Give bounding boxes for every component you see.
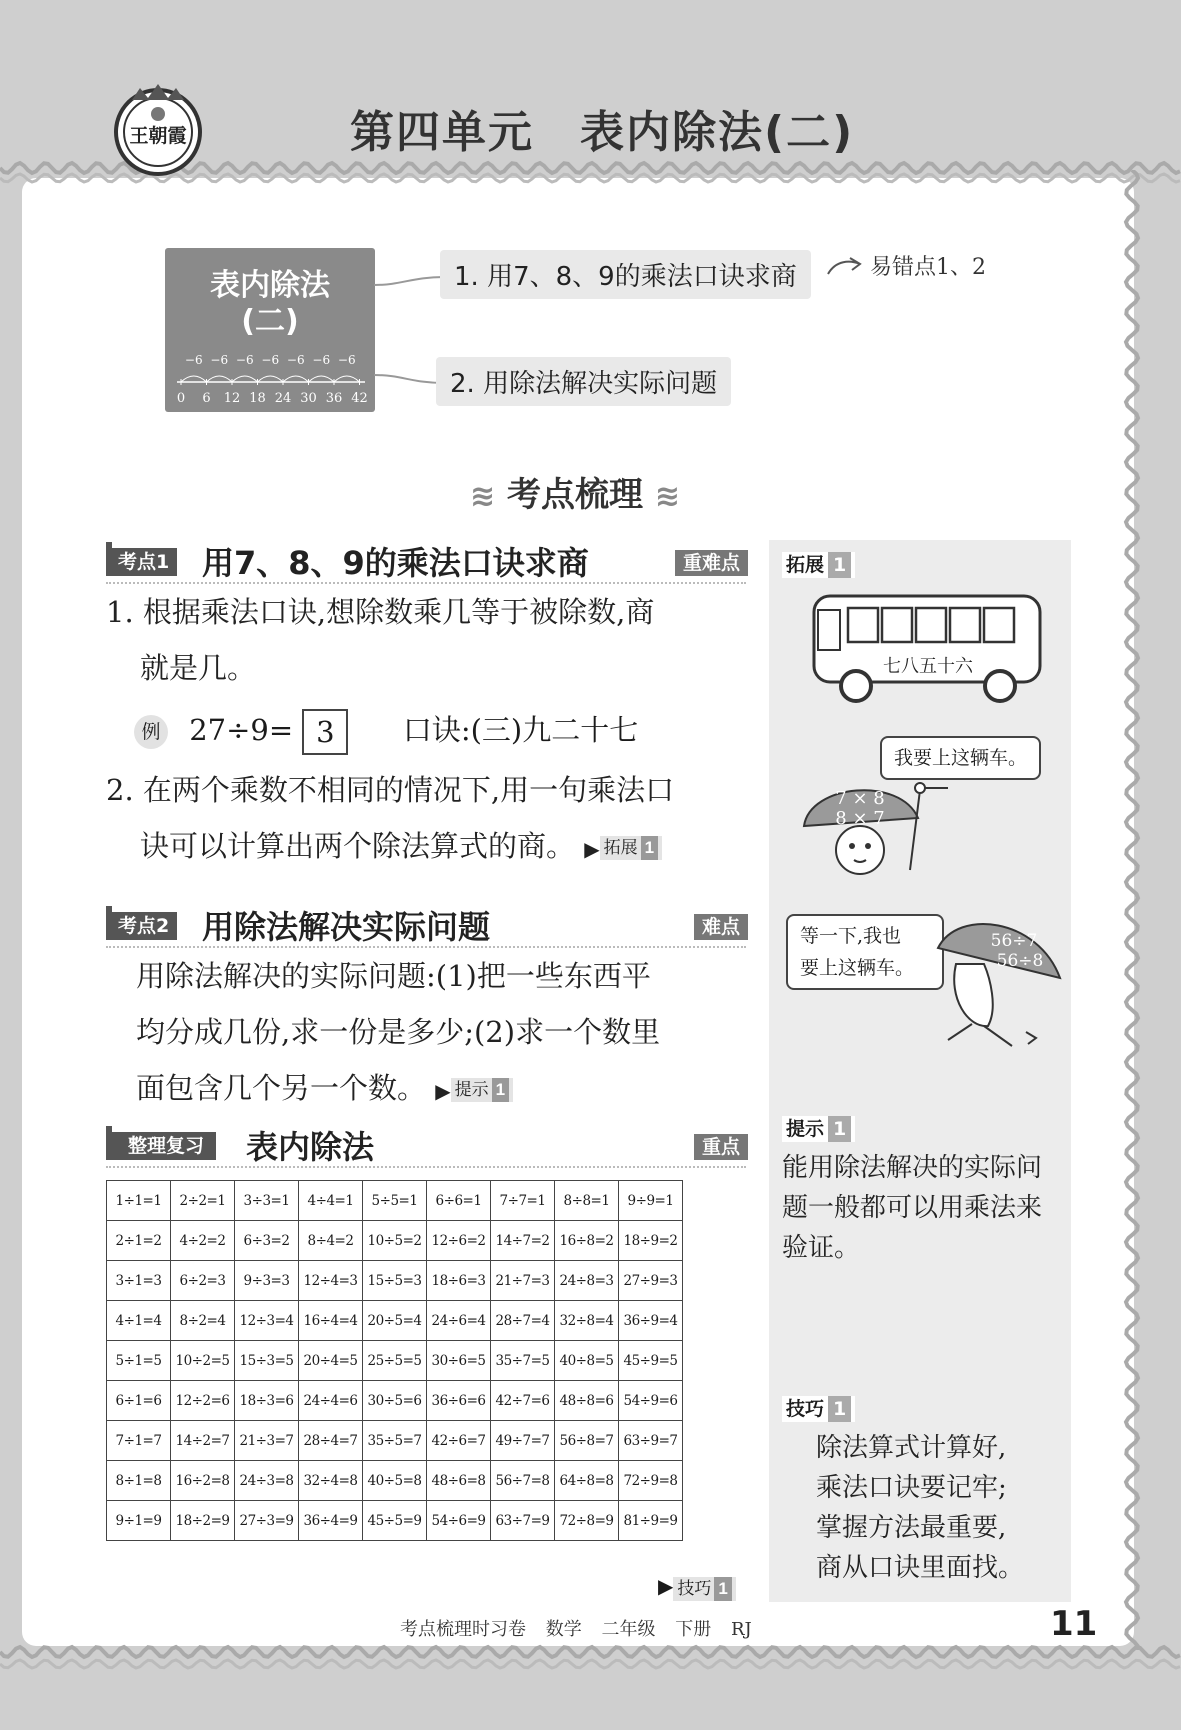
sidebar-hint-text [782, 1148, 1042, 1268]
sidebar-ext-tag [782, 552, 855, 578]
svg-text:七八五十六: 七八五十六 [883, 656, 973, 677]
kd2-line3-wrap [136, 1060, 513, 1119]
division-table-cell: 18÷9=2 [619, 1221, 683, 1261]
hint-line2: 题一般都可以用乘法来 [782, 1193, 1043, 1223]
tip-line2: 乘法口诀要记牢; [816, 1473, 1007, 1503]
division-table-cell: 64÷8=8 [555, 1461, 619, 1501]
svg-text:王朝霞: 王朝霞 [129, 125, 187, 147]
numline-step-label: −6 [337, 353, 356, 367]
sidebar-hint-tag [782, 1116, 855, 1142]
review-ref-link[interactable] [673, 1577, 735, 1601]
kd2-ref-num: 1 [492, 1078, 509, 1102]
division-table-cell: 6÷6=1 [427, 1181, 491, 1221]
sidebar-tip-tag [782, 1396, 855, 1422]
footer-edition: RJ [730, 1619, 752, 1640]
review-badge: 重点 [694, 1134, 748, 1160]
error-point-note: 易错点1、2 [870, 255, 986, 280]
division-table-cell: 14÷2=7 [171, 1421, 235, 1461]
numline-jump-arc [232, 376, 258, 382]
division-table-cell: 10÷5=2 [363, 1221, 427, 1261]
footer-series: 考点梳理时习卷 [400, 1619, 526, 1640]
division-table-cell: 6÷2=3 [171, 1261, 235, 1301]
numline-jump-arc [283, 376, 309, 382]
unit-number: 第四单元 [350, 107, 534, 158]
mindmap-branch-1: 1. 用7、8、9的乘法口诀求商 [440, 250, 811, 299]
numline-step-label: −6 [235, 353, 254, 367]
division-table-row [107, 1221, 683, 1261]
kd1-badge: 重难点 [675, 550, 748, 576]
sidebar-hint-num: 1 [828, 1116, 851, 1142]
example-expression: 27÷9= [189, 713, 294, 747]
division-table-cell: 7÷1=7 [107, 1421, 171, 1461]
kd2-title: 用除法解决实际问题 [202, 908, 491, 946]
division-table-cell: 18÷2=9 [171, 1501, 235, 1541]
division-table-row [107, 1501, 683, 1541]
kd2-line3: 面包含几个另一个数。 [136, 1071, 427, 1105]
kd2-tag: 考点2 [106, 912, 177, 940]
division-table-cell: 25÷5=5 [363, 1341, 427, 1381]
division-table-cell: 48÷8=6 [555, 1381, 619, 1421]
review-ref-num: 1 [714, 1577, 731, 1601]
division-table [106, 1180, 683, 1541]
division-table-row [107, 1301, 683, 1341]
division-table-cell: 48÷6=8 [427, 1461, 491, 1501]
division-table-cell: 8÷8=1 [555, 1181, 619, 1221]
division-table-cell: 3÷1=3 [107, 1261, 171, 1301]
division-table-cell: 12÷2=6 [171, 1381, 235, 1421]
speech-bubble-2-line2: 要上这辆车。 [800, 957, 915, 979]
kd1-ref-num: 1 [641, 836, 658, 860]
svg-text:56÷8: 56÷8 [996, 951, 1044, 971]
wave-right-icon: ≋ [654, 479, 680, 514]
division-table-cell: 63÷7=9 [491, 1501, 555, 1541]
kd1-point2-text: 诀可以计算出两个除法算式的商。 [140, 829, 576, 863]
division-table-cell: 54÷6=9 [427, 1501, 491, 1541]
review-ref-wrap [658, 1574, 736, 1601]
page-number: 11 [1050, 1604, 1098, 1644]
kd1-tag: 考点1 [106, 548, 177, 576]
kd2-badge: 难点 [694, 914, 748, 940]
mindmap-branch-2: 2. 用除法解决实际问题 [436, 357, 731, 406]
division-table-cell: 21÷3=7 [235, 1421, 299, 1461]
kd1-title: 用7、8、9的乘法口诀求商 [202, 544, 589, 582]
division-table-cell: 10÷2=5 [171, 1341, 235, 1381]
division-table-cell: 40÷8=5 [555, 1341, 619, 1381]
division-table-row [107, 1181, 683, 1221]
hint-line3: 验证。 [782, 1233, 861, 1263]
division-table-cell: 36÷6=6 [427, 1381, 491, 1421]
division-table-cell: 56÷7=8 [491, 1461, 555, 1501]
division-table-cell: 6÷1=6 [107, 1381, 171, 1421]
division-table-cell: 24÷3=8 [235, 1461, 299, 1501]
division-table-cell: 4÷1=4 [107, 1301, 171, 1341]
division-table-cell: 9÷9=1 [619, 1181, 683, 1221]
division-table-cell: 30÷6=5 [427, 1341, 491, 1381]
mushroom-character-2-icon [928, 908, 1066, 1062]
numline-step-label: −6 [210, 353, 229, 367]
arrow-right-icon: ▶ [435, 1079, 451, 1103]
sidebar-tip-num: 1 [828, 1396, 851, 1422]
numline-step-label: −6 [261, 353, 280, 367]
kd2-ref-label: 提示 [454, 1080, 489, 1099]
numline-jump-arc [258, 376, 284, 382]
division-table-cell: 14÷7=2 [491, 1221, 555, 1261]
hint-line1: 能用除法解决的实际问 [782, 1153, 1043, 1183]
right-wave-border [1118, 170, 1148, 1650]
mushroom-character-1-icon [800, 770, 970, 880]
footer [400, 1615, 752, 1641]
division-table-row [107, 1381, 683, 1421]
numline-jump-arc [181, 376, 207, 382]
bottom-wave-border [0, 1640, 1181, 1680]
division-table-row [107, 1421, 683, 1461]
mindmap-center-line1: 表内除法 [210, 268, 330, 303]
division-table-cell: 15÷5=3 [363, 1261, 427, 1301]
review-title: 表内除法 [246, 1128, 375, 1166]
svg-text:8 × 7: 8 × 7 [835, 808, 885, 829]
numline-step-label: −6 [312, 353, 331, 367]
kd1-example [134, 708, 638, 755]
numline-tick-label: 42 [351, 391, 368, 406]
division-table-cell: 18÷3=6 [235, 1381, 299, 1421]
number-line-diagram [173, 352, 369, 408]
division-table-cell: 63÷9=7 [619, 1421, 683, 1461]
kd2-ref-link[interactable] [451, 1078, 513, 1102]
example-rhyme: 口诀:(三)九二十七 [402, 713, 639, 747]
footer-grade: 二年级 [601, 1619, 656, 1640]
division-table-cell: 32÷4=8 [299, 1461, 363, 1501]
division-table-cell: 9÷3=3 [235, 1261, 299, 1301]
division-table-cell: 4÷4=1 [299, 1181, 363, 1221]
speech-bubble-2-line1: 等一下,我也 [800, 925, 902, 947]
numline-tick-label: 30 [300, 391, 317, 406]
division-table-cell: 8÷2=4 [171, 1301, 235, 1341]
svg-text:7 × 8: 7 × 8 [835, 788, 885, 809]
division-table-cell: 45÷9=5 [619, 1341, 683, 1381]
numline-tick-label: 6 [202, 391, 211, 406]
division-table-cell: 2÷1=2 [107, 1221, 171, 1261]
numline-step-label: −6 [286, 353, 305, 367]
kd2-line1: 用除法解决的实际问题:(1)把一些东西平 [136, 959, 651, 993]
review-header [106, 1122, 746, 1168]
division-table-row [107, 1341, 683, 1381]
crown-seal-logo-icon [110, 80, 206, 176]
kd1-header [106, 538, 746, 584]
division-table-cell: 12÷4=3 [299, 1261, 363, 1301]
division-table-cell: 32÷8=4 [555, 1301, 619, 1341]
division-table-cell: 3÷3=1 [235, 1181, 299, 1221]
division-table-cell: 42÷7=6 [491, 1381, 555, 1421]
sidebar-tip-rhyme [816, 1428, 1024, 1588]
division-table-cell: 54÷9=6 [619, 1381, 683, 1421]
speech-bubble-1: 我要上这辆车。 [880, 736, 1041, 780]
division-table-cell: 4÷2=2 [171, 1221, 235, 1261]
sidebar-hint-label: 提示 [786, 1118, 825, 1140]
division-table-cell: 18÷6=3 [427, 1261, 491, 1301]
numline-tick-label: 24 [274, 391, 292, 406]
kd1-point2-line2 [140, 818, 662, 877]
footer-subject: 数学 [545, 1619, 582, 1640]
division-table-cell: 72÷9=8 [619, 1461, 683, 1501]
division-table-cell: 27÷9=3 [619, 1261, 683, 1301]
division-table-cell: 12÷3=4 [235, 1301, 299, 1341]
kd1-point1-line1: 1. 根据乘法口诀,想除数乘几等于被除数,商 [106, 595, 655, 629]
division-table-cell: 24÷4=6 [299, 1381, 363, 1421]
division-table-cell: 56÷8=7 [555, 1421, 619, 1461]
division-table-cell: 42÷6=7 [427, 1421, 491, 1461]
bus-illustration-icon [808, 588, 1048, 706]
section-heading [470, 467, 680, 516]
division-table-cell: 1÷1=1 [107, 1181, 171, 1221]
division-table-cell: 81÷9=9 [619, 1501, 683, 1541]
division-table-cell: 28÷7=4 [491, 1301, 555, 1341]
mindmap-center-line2: (二) [241, 304, 299, 339]
numline-tick-label: 0 [176, 391, 186, 406]
division-table-cell: 40÷5=8 [363, 1461, 427, 1501]
tip-line1: 除法算式计算好, [816, 1433, 1007, 1463]
kd2-header [106, 902, 746, 948]
sidebar-ext-num: 1 [828, 552, 851, 578]
sidebar-ext-label: 拓展 [786, 554, 825, 576]
division-table-cell: 36÷9=4 [619, 1301, 683, 1341]
footer-volume: 下册 [675, 1619, 712, 1640]
division-table-cell: 8÷1=8 [107, 1461, 171, 1501]
division-table-cell: 28÷4=7 [299, 1421, 363, 1461]
division-table-cell: 7÷7=1 [491, 1181, 555, 1221]
numline-tick-label: 36 [325, 391, 343, 406]
division-table-cell: 45÷5=9 [363, 1501, 427, 1541]
division-table-cell: 36÷4=9 [299, 1501, 363, 1541]
tip-line4: 商从口诀里面找。 [816, 1553, 1025, 1583]
division-table-cell: 8÷4=2 [299, 1221, 363, 1261]
unit-name: 表内除法(二) [580, 107, 855, 158]
division-table-row [107, 1261, 683, 1301]
division-table-cell: 2÷2=1 [171, 1181, 235, 1221]
numline-tick-label: 18 [249, 391, 266, 406]
division-table-cell: 12÷6=2 [427, 1221, 491, 1261]
division-table-cell: 20÷5=4 [363, 1301, 427, 1341]
division-table-cell: 35÷5=7 [363, 1421, 427, 1461]
division-table-cell: 6÷3=2 [235, 1221, 299, 1261]
example-label: 例 [134, 715, 168, 749]
division-table-cell: 15÷3=5 [235, 1341, 299, 1381]
review-ref-label: 技巧 [677, 1578, 712, 1598]
division-table-cell: 5÷5=1 [363, 1181, 427, 1221]
arrow-right-icon: ▶ [658, 1574, 674, 1598]
example-answer-box: 3 [302, 709, 348, 755]
division-table-cell: 24÷6=4 [427, 1301, 491, 1341]
review-tag: 整理复习 [106, 1132, 216, 1160]
error-arrow-icon [826, 256, 862, 278]
division-table-cell: 27÷3=9 [235, 1501, 299, 1541]
kd1-point2-line1: 2. 在两个乘数不相同的情况下,用一句乘法口 [106, 773, 675, 807]
numline-jump-arc [207, 376, 233, 382]
division-table-cell: 16÷2=8 [171, 1461, 235, 1501]
division-table-row [107, 1461, 683, 1501]
mindmap-connector [372, 265, 446, 395]
svg-text:56÷7: 56÷7 [990, 931, 1038, 951]
division-table-cell: 16÷4=4 [299, 1301, 363, 1341]
division-table-cell: 35÷7=5 [491, 1341, 555, 1381]
speech-bubble-2 [786, 914, 944, 990]
numline-jump-arc [309, 376, 335, 382]
numline-jump-arc [334, 376, 360, 382]
division-table-cell: 21÷7=3 [491, 1261, 555, 1301]
division-table-cell: 16÷8=2 [555, 1221, 619, 1261]
division-table-cell: 30÷5=6 [363, 1381, 427, 1421]
tip-line3: 掌握方法最重要, [816, 1513, 1007, 1543]
kd1-ref-link[interactable] [600, 836, 662, 860]
division-table-cell: 24÷8=3 [555, 1261, 619, 1301]
numline-step-label: −6 [184, 353, 203, 367]
division-table-cell: 20÷4=5 [299, 1341, 363, 1381]
sidebar-tip-label: 技巧 [786, 1398, 825, 1420]
arrow-right-icon: ▶ [584, 837, 600, 861]
unit-title [350, 96, 854, 160]
division-table-cell: 9÷1=9 [107, 1501, 171, 1541]
wave-left-icon: ≋ [470, 479, 496, 514]
division-table-cell: 49÷7=7 [491, 1421, 555, 1461]
kd1-ref-label: 拓展 [603, 838, 638, 857]
mindmap-center-box [165, 248, 375, 412]
section-heading-text: 考点梳理 [506, 475, 643, 515]
numline-tick-label: 12 [223, 391, 241, 406]
division-table-cell: 5÷1=5 [107, 1341, 171, 1381]
division-table-cell: 72÷8=9 [555, 1501, 619, 1541]
kd2-line2: 均分成几份,求一份是多少;(2)求一个数里 [136, 1015, 661, 1049]
kd1-point1-line2: 就是几。 [140, 651, 257, 685]
